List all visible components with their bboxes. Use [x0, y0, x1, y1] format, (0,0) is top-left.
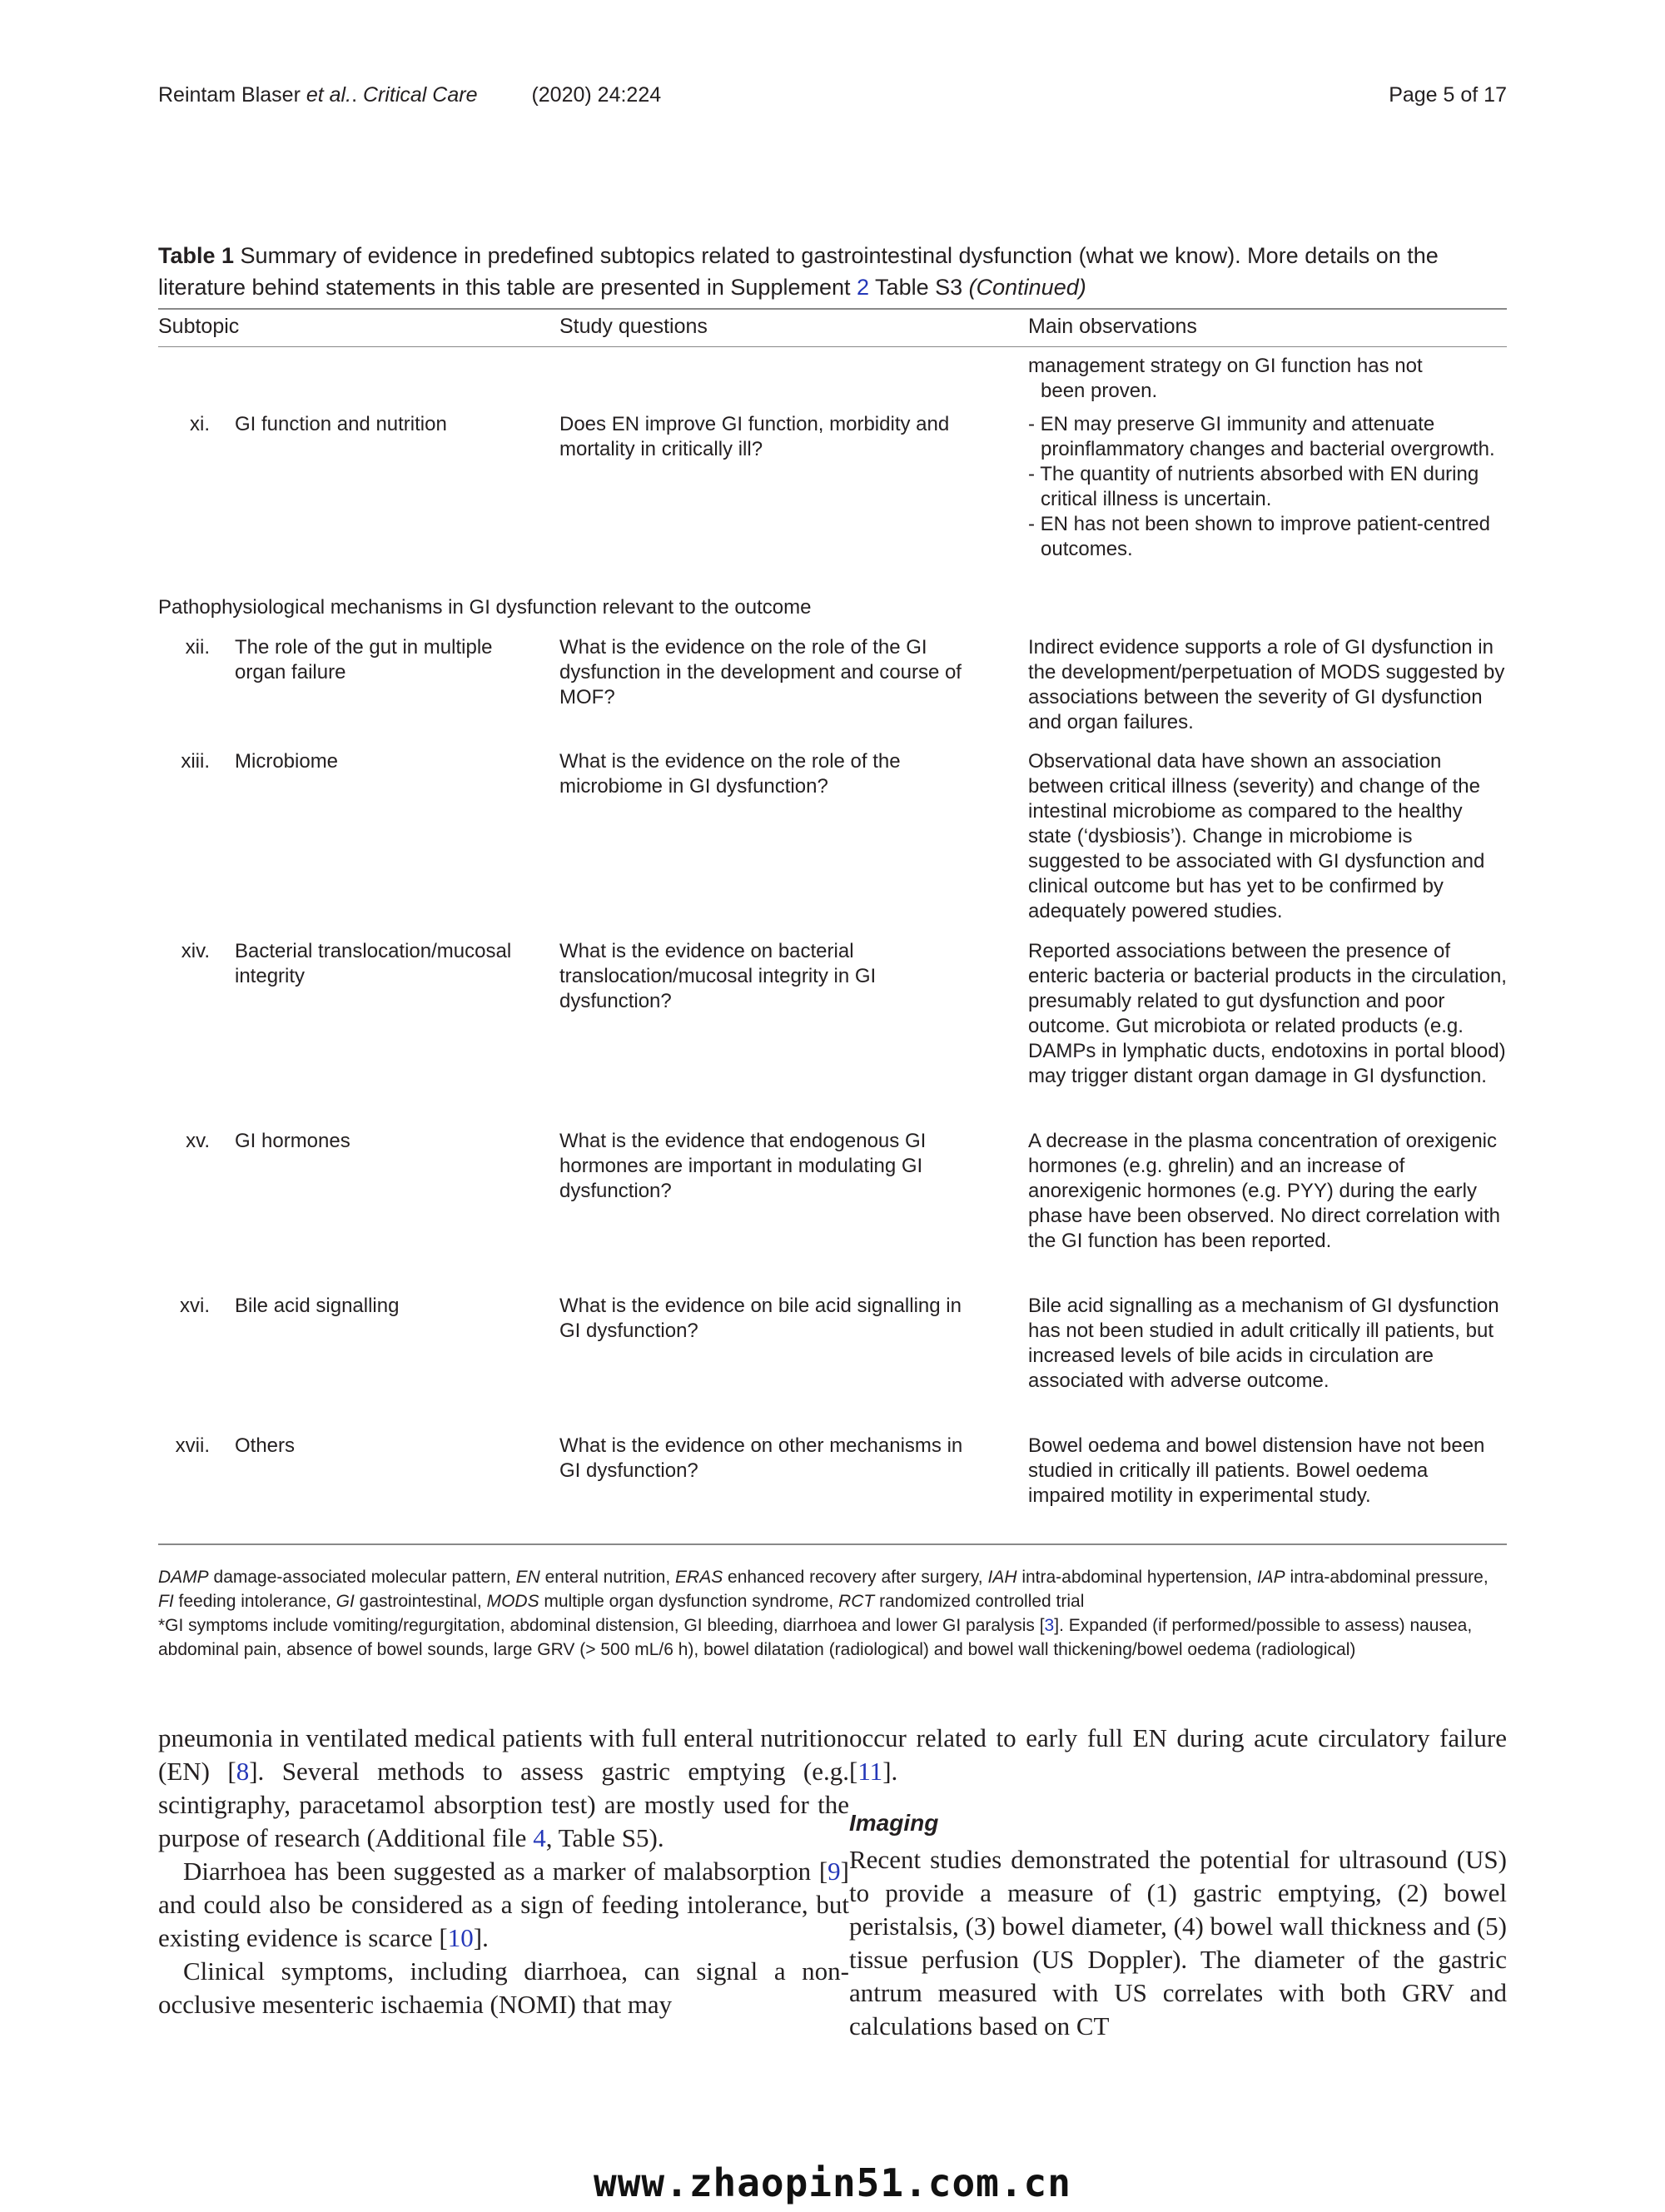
table-header-rule [158, 346, 1507, 347]
table-bottom-rule [158, 1543, 1507, 1545]
paragraph: pneumonia in ventilated medical patients with full enteral nutrition (EN) [8]. Several methods to assess gastric emptying (e.g. scintigraphy, paracetamol absorption test) are mostly used for the purpose of research (Additional file 4, Table S5). [158, 1723, 850, 1852]
table-label: Table 1 [158, 243, 235, 268]
reference-link[interactable]: 3 [1044, 1616, 1055, 1635]
reference-link[interactable]: 9 [828, 1857, 841, 1886]
table-row: xvii. Others What is the evidence on other mechanisms in GI dysfunction? Bowel oedema and bowel distension have not been studied in critically ill patients. Bowel oedema impaired motility in experimental study. [175, 1434, 1485, 1507]
running-head: Reintam Blaser et al.. Critical Care (2020) 24:224 [158, 83, 662, 107]
header-main-observations: Main observations [1028, 315, 1197, 338]
table-row-continued [158, 354, 1507, 412]
reference-link[interactable]: 11 [857, 1757, 883, 1786]
header-subtopic: Subtopic [158, 315, 240, 338]
table-footnotes [158, 1565, 1507, 1662]
journal-name: Critical Care [362, 83, 478, 107]
table-row: xi. GI function and nutrition Does EN improve GI function, morbidity and mortality in critically ill? - EN may preserve GI immunity and attenuate proinflammatory changes and bacterial overgrowth. - The quantity of nutrients absorbed with EN during critical illness is uncertain. - EN has not been shown to improve patient-centred outcomes. [190, 413, 1495, 560]
paragraph: Recent studies demonstrated the potential for ultrasound (US) to provide a measure of (1) gastric emptying, (2) bowel peristalsis, (3) bowel diameter, (4) bowel wall thickness and (5) tissue perfusion (US Doppler). The diameter of the gastric antrum measured with US correlates with both GRV and calculations based on CT [849, 1845, 1507, 2041]
table-row: xiii. Microbiome What is the evidence on the role of the microbiome in GI dysfunction? Observational data have shown an association between critical illness (severity) and change of the intestinal microbiome as compared to the healthy state (‘dysbiosis’). Change in microbiome is suggested to be associated with GI dysfunction and clinical outcome but has yet to be confirmed by adequately powered studies. [181, 750, 1485, 922]
table-caption: Table 1 Summary of evidence in predefined subtopics related to gastrointestinal dysfunction (what we know). More details on the literature behind statements in this table are presented in Supplement 2 Table S3 (Continued) [158, 243, 1439, 300]
supplement-link[interactable]: 2 [857, 275, 870, 300]
reference-link[interactable]: 10 [447, 1923, 474, 1952]
citation: (2020) 24:224 [531, 83, 662, 107]
body-right-column [849, 1722, 1507, 2043]
table-row: xii. The role of the gut in multiple organ failure What is the evidence on the role of the GI dysfunction in the development and course of MOF? Indirect evidence supports a role of GI dysfunction in the development/perpetuation of MODS suggested by associations between the severity of GI dysfunction and organ failures. [185, 636, 1505, 733]
authors: Reintam Blaser [158, 83, 301, 107]
table-row: xvi. Bile acid signalling What is the evidence on bile acid signalling in GI dysfunction? Bile acid signalling as a mechanism of GI dysfunction has not been studied in adult critically ill patients, but increased levels of bile acids in circulation are associated with adverse outcome. [180, 1295, 1499, 1392]
additional-file-link[interactable]: 4 [533, 1823, 546, 1852]
section-subheading: Imaging [849, 1810, 939, 1836]
page-header [158, 83, 1507, 117]
paragraph: Clinical symptoms, including diarrhoea, can signal a non-occlusive mesenteric ischaemia (NOMI) that may [158, 1956, 849, 2019]
abbreviations: DAMP damage-associated molecular pattern, EN enteral nutrition, ERAS enhanced recovery after surgery, IAH intra-abdominal hypertension, IAP intra-abdominal pressure, FI feeding intolerance, GI gastrointestinal, MODS multiple organ dysfunction syndrome, RCT randomized controlled trial [158, 1568, 1489, 1611]
paragraph: occur related to early full EN during acute circulatory failure [11]. [849, 1723, 1507, 1786]
et-al: et al. [300, 83, 352, 107]
table-row: xiv. Bacterial translocation/mucosal integrity What is the evidence on bacterial translocation/mucosal integrity in GI dysfunction? Reported associations between the presence of enteric bacteria or bacterial products in the circulation, presumably related to gut dysfunction and poor outcome. Gut microbiota or related products (e.g. DAMPs in lymphatic ducts, endotoxins in portal blood) may trigger distant organ damage in GI dysfunction. [181, 940, 1507, 1087]
paragraph: Diarrhoea has been suggested as a marker of malabsorption [9] and could also be considered as a sign of feeding intolerance, but existing evidence is scarce [10]. [158, 1857, 849, 1952]
continued-label: (Continued) [968, 275, 1086, 300]
continued-observation: management strategy on GI function has not been proven. [1028, 355, 1423, 402]
header-study-questions: Study questions [559, 315, 708, 338]
evidence-table [158, 308, 1507, 1545]
reference-link[interactable]: 8 [236, 1757, 250, 1786]
watermark: www.zhaopin51.com.cn [594, 2160, 1071, 2205]
body-left-column [158, 1722, 849, 2021]
gi-symptoms-note: *GI symptoms include vomiting/regurgitation, abdominal distension, GI bleeding, diarrhoea and lower GI paralysis [3]. Expanded (if performed/possible to assess) nausea, abdominal pain, absence of bowel sounds, large GRV (> 500 mL/6 h), bowel dilatation (radiological) and bowel wall thickening/bowel oedema (radiological) [158, 1616, 1473, 1659]
table-row: xv. GI hormones What is the evidence that endogenous GI hormones are important in modulating GI dysfunction? A decrease in the plasma concentration of orexigenic hormones (e.g. ghrelin) and an increase of anorexigenic hormones (e.g. PYY) during the early phase have been observed. No direct correlation with the GI function has been reported. [186, 1130, 1500, 1252]
page-number: Page 5 of 17 [1389, 83, 1507, 107]
table-header [158, 310, 1507, 346]
section-heading: Pathophysiological mechanisms in GI dysfunction relevant to the outcome [158, 596, 812, 619]
